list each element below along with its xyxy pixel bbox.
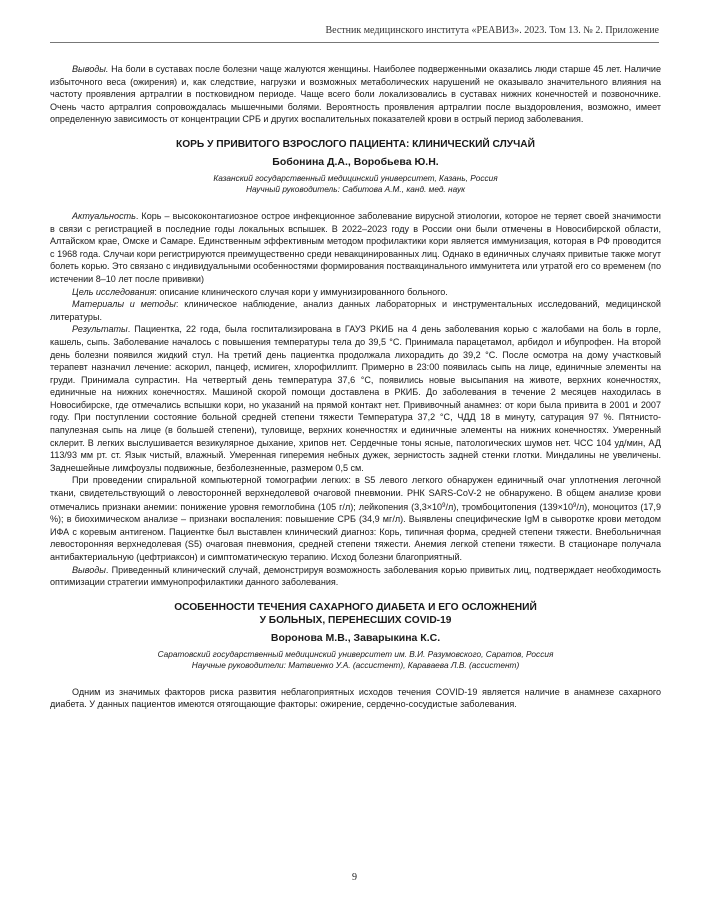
- methods-paragraph: [50, 298, 661, 323]
- conclusion-label: Выводы.: [72, 64, 109, 74]
- article1-conclusion-text: . Приведенный клинический случай, демонстрируя возможность заболевания корью привитых лиц, подтверждает необходимость оптимизации стратегии иммунопрофилактики данного заболевания.: [50, 564, 661, 588]
- article2-intro-paragraph: Одним из значимых факторов риска развития неблагоприятных исходов течения COVID-19 является наличие в анамнезе сахарного диабета. У данных пациентов имеются отягощающие факторы: ожирение, сердечно-сосудистые заболевания.: [50, 686, 661, 710]
- article2-title-line2: У БОЛЬНЫХ, ПЕРЕНЕСШИХ COVID-19: [259, 614, 452, 626]
- ct-sup-1: 9: [442, 502, 446, 509]
- article1-authors: Бобонина Д.А., Воробьева Ю.Н.: [272, 155, 439, 168]
- aim-text: : описание клинического случая кори у иммунизированного больного.: [154, 286, 448, 297]
- relevance-text: . Корь – высококонтагиозное острое инфекционное заболевание вирусной этиологии, которое не теряет своей значимости в связи с регистрацией в последние годы локальных вспышек. В 2022–2023 году в России они были отмечены в Новосибирской области, Алтайском крае, Омске и Самаре. Единственным эффективным методом профилактики кори является иммунизация, которая в РФ проводится с 1968 года. Случаи кори регистрируются преимущественно среди невакцинированных лиц. Однако в единичных случаях привитые также могут болеть корью. Это связано с индивидуальными особенностями формирования поствакцинального иммунитета или утратой его со временем (по истечении 8–10 лет после прививки): [50, 210, 661, 284]
- conclusion-text: На боли в суставах после болезни чаще жалуются женщины. Наиболее подверженными оказались люди старше 45 лет. Наличие избыточного веса (ожирения) и, как следствие, нагрузки и возможных метаболических нарушений не оказывало значительного влияния на частоту проявления артралгии в постковидном периоде. Чаще всего боли локализовались в суставах нижних конечностей и позвоночнике. Очень часто артралгия сопровождалась мышечными болями. Вероятность проявления артралгии после выздоровления, возможно, имеет определенную зависимость от концентрации СРБ и других воспалительных показателей крови в острый период заболевания.: [50, 64, 661, 125]
- article1-supervisor: Научный руководитель: Сабитова А.М., канд. мед. наук: [245, 184, 466, 195]
- journal-header-text: Вестник медицинского института «РЕАВИЗ». 2023. Том 13. № 2. Приложение: [325, 25, 659, 36]
- ct-paragraph: [50, 474, 661, 563]
- ct-sup-2: 9: [573, 502, 577, 509]
- article2-title-line1: ОСОБЕННОСТИ ТЕЧЕНИЯ САХАРНОГО ДИАБЕТА И ЕГО ОСЛОЖНЕНИЙ: [174, 601, 537, 613]
- results-label: Результаты: [72, 324, 128, 335]
- ct-text-1: При проведении спиральной компьютерной томографии легких: в S5 левого легкого обнаружен единичный очаг уплотнения легочной ткани, свидетельствующий о левосторонней верхнедолевой очаговой пневмонии. РНК SARS-CoV-2 не обнаружено. В общем анализе крови отмечались признаки анемии: понижение уровня гемоглобина (105 г/л); лейкопения (3,3×10: [50, 475, 661, 512]
- page-number: 9: [352, 872, 357, 883]
- aim-paragraph: [50, 286, 661, 299]
- results-paragraph: [50, 323, 661, 474]
- intro-conclusion-paragraph: [50, 63, 661, 126]
- page-content: [50, 63, 661, 711]
- article2-affiliation: Саратовский государственный медицинский университет им. В.И. Разумовского, Саратов, Россия: [157, 648, 554, 659]
- relevance-paragraph: [50, 210, 661, 286]
- running-header: [50, 22, 659, 43]
- ct-text-2: /л), тромбоцитопения (139×10: [445, 501, 573, 512]
- relevance-label: Актуальность: [72, 210, 136, 221]
- ct-text-3: /л), моноцитоз (17,9 %); в биохимическом анализе – признаки воспаления: повышение СРБ (34,9 мг/л). Выявлены специфические IgM в сыворотке крови методом ИФА с коревым антигеном. Пациентке был выставлен клинический диагноз: Корь, типичная форма, средней степени тяжести. Внебольничная левосторонняя верхнедолевая (S5) очаговая пневмония, средней степени тяжести. Анемия легкой степени тяжести. В стационаре получала антибактериальную (цефтриаксон) и симптоматическую терапию. Исход болезни благоприятный.: [50, 501, 661, 562]
- results-text: . Пациентка, 22 года, была госпитализирована в ГАУЗ РКИБ на 4 день заболевания корью с жалобами на боль в горле, кашель, сыпь. Заболевание началось с повышения температуры тела до 39,5 °С. Принимала парацетамол, арбидол и ибупрофен. На второй день болезни появился жидкий стул. На третий день пациентка продолжала лихорадить до 39,2 °С. После осмотра на дому участковый терапевт назначил лечение: аскорил, панцеф, исмиген, хлорофиллипт. Примерно в 23:00 появилась сыпь на лице, единичные элементы на груди. Принимала супрастин. На четвертый день температура 37,6 °С, появились новые высыпания на животе, верхних конечностях, единичные на нижних конечностях. Машиной скорой помощи доставлена в РКИБ. До заболевания в течение 2 месяцев находилась в Новосибирске, где отмечались вспышки кори, но указаний на прямой контакт нет. Прививочный анамнез: от кори была привита в 2001 и 2007 году. При поступлении состояние больной средней степени тяжести Температура 37,2 °С, ЧДД 18 в минуту, сатурация 97 %. Пятнисто-папулезная сыпь на лице (в большей степени), туловище, верхних конечностях и единичные элементы на нижних конечностях. Умеренный склерит. В легких выслушивается везикулярное дыхание, хрипов нет. Сердечные тоны ясные, патологических шумов нет. ЧСС 104 уд/мин, АД 113/93 мм рт. ст. Язык чистый, влажный. Умеренная гиперемия небных дужек, зернистость задней стенки глотки. Миндалины не увеличены. Заднешейные лимфоузлы подвижные, безболезненные, размером 0,5 см.: [50, 324, 661, 473]
- methods-text: : клиническое наблюдение, анализ данных лабораторных и инструментальных исследований, медицинской литературы.: [50, 299, 661, 322]
- article1-conclusion-label: Выводы: [72, 564, 106, 575]
- article1-conclusion-paragraph: [50, 564, 661, 589]
- article2-supervisors: Научные руководители: Матвиенко У.А. (ассистент), Караваева Л.В. (ассистент): [191, 660, 520, 671]
- article1-affiliation: Казанский государственный медицинский университет, Казань, Россия: [213, 172, 498, 183]
- article1-title: КОРЬ У ПРИВИТОГО ВЗРОСЛОГО ПАЦИЕНТА: КЛИНИЧЕСКИЙ СЛУЧАЙ: [176, 138, 535, 150]
- methods-label: Материалы и методы: [72, 299, 176, 310]
- article2-authors: Воронова М.В., Заварыкина К.С.: [270, 631, 441, 644]
- aim-label: Цель исследования: [72, 286, 155, 297]
